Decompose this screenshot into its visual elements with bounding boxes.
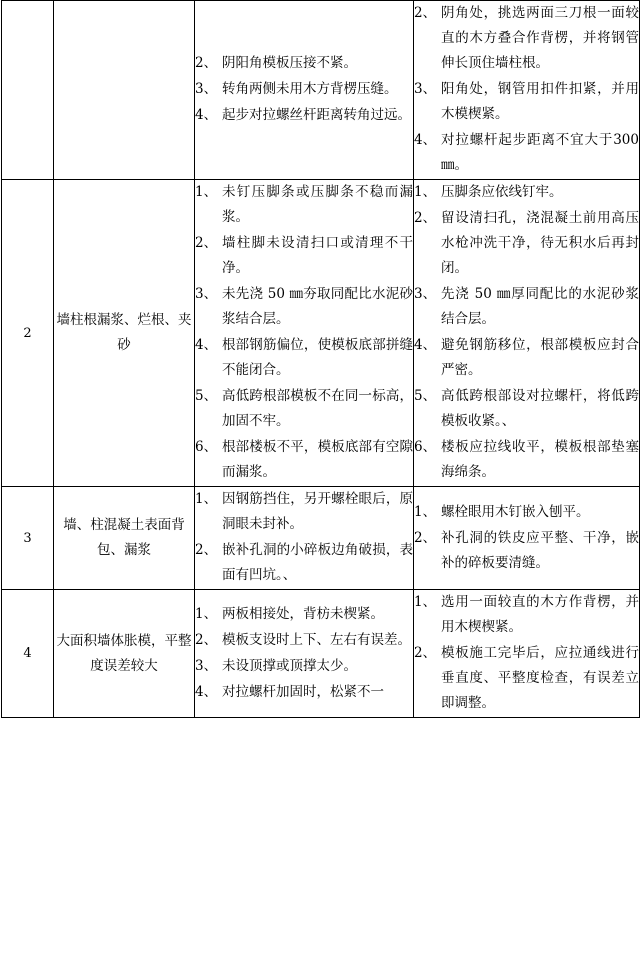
list-marker: 2、: [414, 529, 437, 546]
list-item: [414, 435, 639, 485]
list-marker: 2、: [414, 5, 437, 21]
table-row: [2, 1, 640, 180]
list-text: 避免钢筋移位，根部模板应封合严密。: [441, 337, 639, 378]
list-text: 阳角处，钢管用扣件扣紧，并用木模楔紧。: [441, 81, 639, 122]
list-item: [414, 500, 639, 525]
list-marker: 2、: [414, 645, 437, 661]
measure-list: [414, 590, 639, 716]
list-item: [195, 680, 413, 705]
list-text: 阴阳角模板压接不紧。: [222, 55, 357, 71]
list-item: [195, 487, 413, 537]
row-item-cell: [54, 1, 195, 180]
list-marker: 2、: [414, 210, 437, 226]
list-text: 模板支设时上下、左右有误差。: [222, 631, 411, 648]
list-text: 未先浇 50 ㎜夯取同配比水泥砂浆结合层。: [222, 286, 413, 327]
list-item: [195, 103, 413, 128]
list-marker: 1、: [414, 184, 437, 200]
list-text: 根部楼板不平，模板底部有空隙而漏浆。: [222, 439, 413, 480]
list-text: 先浇 50 ㎜厚同配比的水泥砂浆结合层。: [441, 286, 639, 327]
list-marker: 2、: [195, 55, 218, 71]
list-text: 对拉螺杆加固时，松紧不一: [222, 683, 384, 700]
list-text: 墙柱脚未设清扫口或清理不干净。: [222, 235, 413, 276]
row-number-cell: [2, 180, 54, 487]
list-item: [414, 128, 639, 178]
row-number: 4: [23, 646, 32, 661]
row-causes-cell: [195, 1, 414, 180]
list-item: [414, 282, 639, 332]
list-text: 未设顶撑或顶撑太少。: [222, 657, 357, 674]
list-marker: 1、: [195, 184, 218, 200]
list-text: 对拉螺杆起步距离不宜大于300 ㎜。: [441, 132, 639, 173]
list-marker: 1、: [195, 605, 218, 622]
list-marker: 4、: [414, 132, 437, 148]
list-text: 模板施工完毕后，应拉通线进行垂直度、平整度检查，有误差立即调整。: [441, 645, 639, 711]
list-marker: 2、: [195, 542, 218, 558]
list-marker: 3、: [414, 286, 437, 302]
row-causes-cell: [195, 590, 414, 718]
row-causes-cell: [195, 487, 414, 590]
list-item: [414, 180, 639, 205]
row-item-cell: [54, 487, 195, 590]
measure-list: [414, 500, 639, 576]
cause-list: [195, 51, 413, 128]
row-measures-cell: [414, 487, 640, 590]
measure-list: [414, 1, 639, 178]
list-item: [195, 282, 413, 332]
list-text: 根部钢筋偏位，使模板底部拼缝不能闭合。: [222, 337, 413, 378]
list-marker: 6、: [195, 439, 218, 455]
row-item-label: 墙柱根漏浆、烂根、夹砂: [56, 312, 192, 353]
row-measures-cell: [414, 180, 640, 487]
list-marker: 1、: [195, 491, 218, 507]
list-text: 起步对拉螺丝杆距离转角过远。: [222, 107, 411, 123]
list-item: [414, 1, 639, 76]
list-text: 未钉压脚条或压脚条不稳而漏浆。: [222, 184, 413, 225]
cause-list: [195, 180, 413, 485]
list-marker: 4、: [195, 683, 218, 700]
list-marker: 3、: [414, 81, 437, 97]
list-item: [195, 51, 413, 76]
list-item: [414, 77, 639, 127]
list-marker: 3、: [195, 81, 218, 97]
row-number-cell: [2, 1, 54, 180]
list-marker: 4、: [195, 107, 218, 123]
list-item: [195, 384, 413, 434]
list-item: [195, 435, 413, 485]
row-measures-cell: [414, 1, 640, 180]
list-item: [414, 333, 639, 383]
cause-list: [195, 602, 413, 705]
list-text: 螺栓眼用木钉嵌入刨平。: [441, 503, 590, 520]
list-text: 因钢筋挡住，另开螺栓眼后，原洞眼未封补。: [222, 491, 413, 532]
list-text: 留设清扫孔，浇混凝土前用高压水枪冲洗干净，待无积水后再封闭。: [441, 210, 639, 276]
cause-list: [195, 487, 413, 588]
list-item: [195, 654, 413, 679]
list-text: 楼板应拉线收平，模板根部垫塞海绵条。: [441, 439, 639, 480]
row-item-label: 墙、柱混凝土表面背包、漏浆: [63, 517, 185, 558]
list-marker: 5、: [414, 388, 437, 404]
row-item-cell: [54, 180, 195, 487]
table-row: [2, 590, 640, 718]
measure-list: [414, 180, 639, 485]
list-item: [414, 526, 639, 576]
list-item: [195, 333, 413, 383]
list-text: 转角两侧未用木方背楞压缝。: [222, 81, 398, 97]
list-item: [195, 602, 413, 627]
list-item: [195, 628, 413, 653]
table-row: [2, 180, 640, 487]
row-number-cell: [2, 590, 54, 718]
list-text: 选用一面较直的木方作背楞，并用木楔楔紧。: [441, 594, 639, 635]
list-marker: 1、: [414, 503, 437, 520]
list-item: [195, 180, 413, 230]
list-item: [414, 206, 639, 281]
row-item-cell: [54, 590, 195, 718]
list-marker: 4、: [414, 337, 437, 353]
list-marker: 3、: [195, 657, 218, 674]
list-marker: 6、: [414, 439, 437, 455]
list-marker: 4、: [195, 337, 218, 353]
table-row: [2, 487, 640, 590]
list-text: 嵌补孔洞的小碎板边角破损，表面有凹坑。、: [222, 542, 413, 583]
row-item-label: 大面积墙体胀模，平整度误差较大: [56, 632, 192, 674]
list-marker: 3、: [195, 286, 218, 302]
defect-table: [1, 0, 640, 718]
list-marker: 2、: [195, 235, 218, 251]
row-number: 2: [23, 325, 32, 341]
list-item: [414, 384, 639, 434]
list-marker: 5、: [195, 388, 218, 404]
list-item: [195, 231, 413, 281]
row-causes-cell: [195, 180, 414, 487]
list-marker: 1、: [414, 594, 437, 610]
list-text: 高低跨根部模板不在同一标高，加固不牢。: [222, 388, 413, 429]
list-text: 阴角处，挑选两面三刀根一面较直的木方叠合作背楞，并将钢管伸长顶住墙柱根。: [441, 5, 639, 71]
list-item: [195, 77, 413, 102]
list-text: 高低跨根部设对拉螺杆，将低跨模板收紧。、: [441, 388, 639, 429]
row-number: 3: [23, 530, 32, 546]
list-text: 压脚条应依线钉牢。: [441, 184, 563, 200]
list-item: [195, 538, 413, 588]
row-measures-cell: [414, 590, 640, 718]
row-number-cell: [2, 487, 54, 590]
list-item: [414, 590, 639, 640]
list-text: 补孔洞的铁皮应平整、干净，嵌补的碎板要清缝。: [441, 529, 639, 571]
list-text: 两板相接处，背枋未楔紧。: [222, 605, 384, 622]
list-item: [414, 641, 639, 716]
list-marker: 2、: [195, 631, 218, 648]
